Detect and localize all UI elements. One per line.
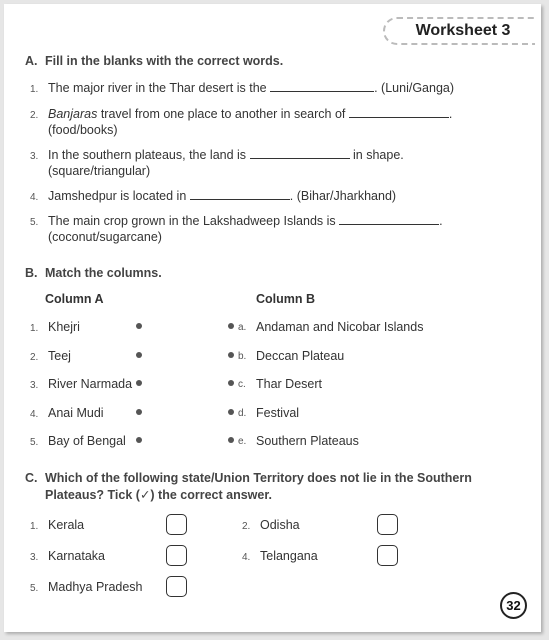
tick-box-odisha[interactable] bbox=[377, 514, 398, 535]
tick-box-karnataka[interactable] bbox=[166, 545, 187, 566]
match-left-item-1: 1. Khejri bbox=[30, 320, 80, 334]
column-b-heading: Column B bbox=[256, 292, 316, 306]
match-left-item-2: 2. Teej bbox=[30, 349, 71, 363]
section-b-heading: B. Match the columns. bbox=[25, 266, 162, 280]
question-a1: 1. The major river in the Thar desert is the . (Luni/Ganga) bbox=[30, 81, 455, 95]
tick-box-kerala[interactable] bbox=[166, 514, 187, 535]
match-left-dot[interactable] bbox=[136, 409, 142, 415]
question-a5: 5. The main crop grown in the Lakshadweep Islands is . bbox=[30, 214, 443, 228]
question-a3-options: (square/triangular) bbox=[48, 164, 151, 178]
option-1: 1. Kerala bbox=[30, 518, 85, 532]
match-left-item-5: 5. Bay of Bengal bbox=[30, 434, 126, 448]
worksheet-title: Worksheet 3 bbox=[415, 22, 511, 39]
answer-blank[interactable] bbox=[250, 148, 350, 159]
match-right-dot[interactable] bbox=[228, 437, 234, 443]
column-a-heading: Column A bbox=[45, 292, 104, 306]
match-left-dot[interactable] bbox=[136, 380, 142, 386]
option-5: 5. Madhya Pradesh bbox=[30, 580, 143, 594]
match-right-item-c: Thar Desert bbox=[256, 377, 322, 391]
option-3: 3. Karnataka bbox=[30, 549, 105, 563]
question-a5-options: (coconut/sugarcane) bbox=[48, 230, 162, 244]
match-left-item-3: 3. River Narmada bbox=[30, 377, 133, 391]
match-right-item-b: Deccan Plateau bbox=[256, 349, 345, 363]
match-right-letter: a. bbox=[238, 322, 247, 333]
tick-box-telangana[interactable] bbox=[377, 545, 398, 566]
option-4: 4. Telangana bbox=[242, 549, 318, 563]
answer-blank[interactable] bbox=[190, 189, 290, 200]
question-a4: 4. Jamshedpur is located in . (Bihar/Jharkhand) bbox=[30, 189, 397, 203]
question-a2-options: (food/books) bbox=[48, 123, 118, 137]
worksheet-page bbox=[4, 4, 541, 632]
section-c-heading-line2: Plateaus? Tick (✓) the correct answer. bbox=[45, 488, 272, 502]
match-right-dot[interactable] bbox=[228, 352, 234, 358]
option-2: 2. Odisha bbox=[242, 518, 300, 532]
answer-blank[interactable] bbox=[339, 214, 439, 225]
match-right-dot[interactable] bbox=[228, 380, 234, 386]
match-left-dot[interactable] bbox=[136, 352, 142, 358]
match-right-letter: d. bbox=[238, 408, 247, 419]
match-right-letter: e. bbox=[238, 436, 247, 447]
page-number: 32 bbox=[500, 592, 527, 619]
match-right-item-a: Andaman and Nicobar Islands bbox=[256, 320, 424, 334]
section-a-heading: A. Fill in the blanks with the correct words. bbox=[25, 54, 284, 68]
match-right-letter: c. bbox=[238, 379, 246, 390]
tick-box-madhya-pradesh[interactable] bbox=[166, 576, 187, 597]
match-right-dot[interactable] bbox=[228, 323, 234, 329]
match-right-item-e: Southern Plateaus bbox=[256, 434, 359, 448]
answer-blank[interactable] bbox=[349, 107, 449, 118]
match-left-dot[interactable] bbox=[136, 323, 142, 329]
match-right-item-d: Festival bbox=[256, 406, 300, 420]
match-left-item-4: 4. Anai Mudi bbox=[30, 406, 104, 420]
question-a2: 2. Banjaras travel from one place to another in search of . bbox=[30, 107, 453, 121]
section-c-heading: C. Which of the following state/Union Territory does not lie in the Southern bbox=[25, 471, 472, 485]
match-right-dot[interactable] bbox=[228, 409, 234, 415]
match-right-letter: b. bbox=[238, 351, 247, 362]
question-a3: 3. In the southern plateaus, the land is in shape. bbox=[30, 148, 404, 162]
answer-blank[interactable] bbox=[270, 81, 374, 92]
match-left-dot[interactable] bbox=[136, 437, 142, 443]
